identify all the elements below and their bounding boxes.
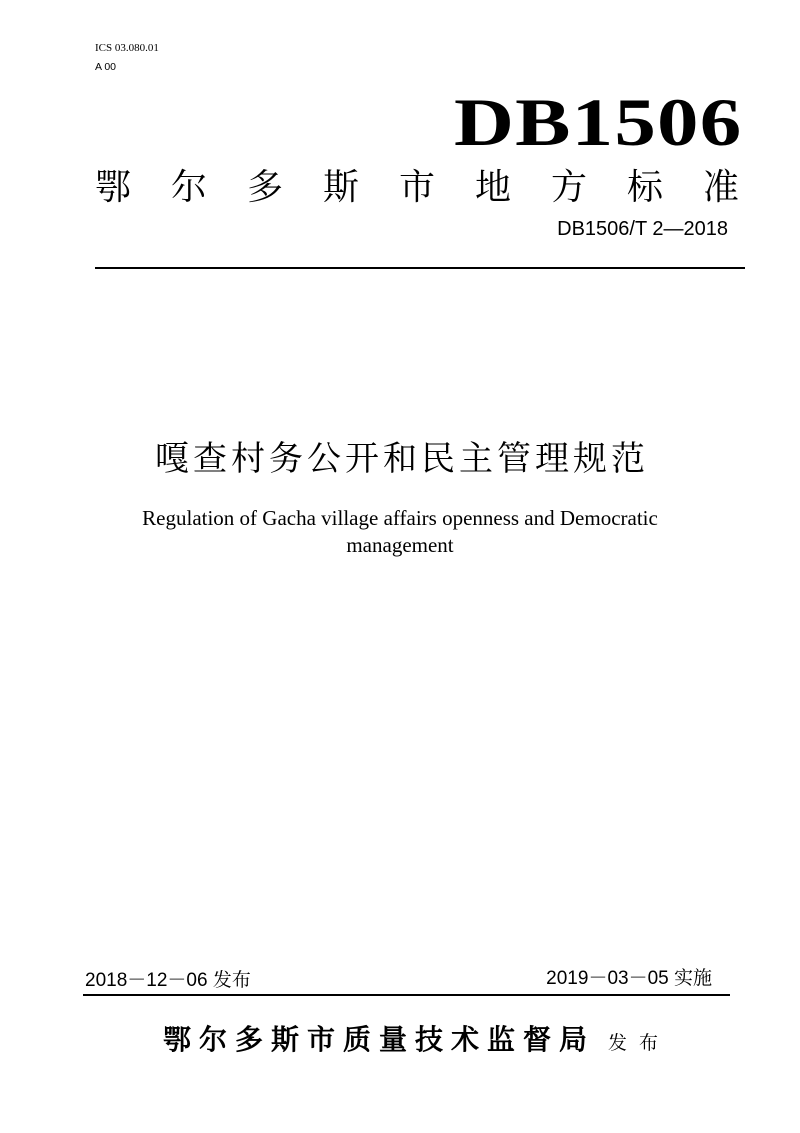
standard-number: DB1506/T 2—2018 — [557, 218, 728, 240]
issuer-action: 发布 — [608, 1032, 671, 1054]
standard-type: 鄂尔多斯市地方标准 — [95, 167, 780, 208]
document-title-zh: 嘎查村务公开和民主管理规范 — [155, 439, 649, 479]
standard-code: DB1506 — [453, 84, 742, 160]
implementation-date: 2019－03－05 实施 — [546, 968, 712, 989]
ccs-code: A 00 — [95, 61, 117, 73]
header-divider — [95, 267, 745, 269]
issuer-name: 鄂尔多斯市质量技术监督局 — [163, 1023, 596, 1056]
document-title-en: Regulation of Gacha village affairs openness and Democratic management — [142, 506, 658, 557]
release-date: 2018－12－06 发布 — [85, 970, 251, 991]
ics-code: ICS 03.080.01 — [95, 42, 159, 54]
date-divider — [83, 994, 730, 996]
